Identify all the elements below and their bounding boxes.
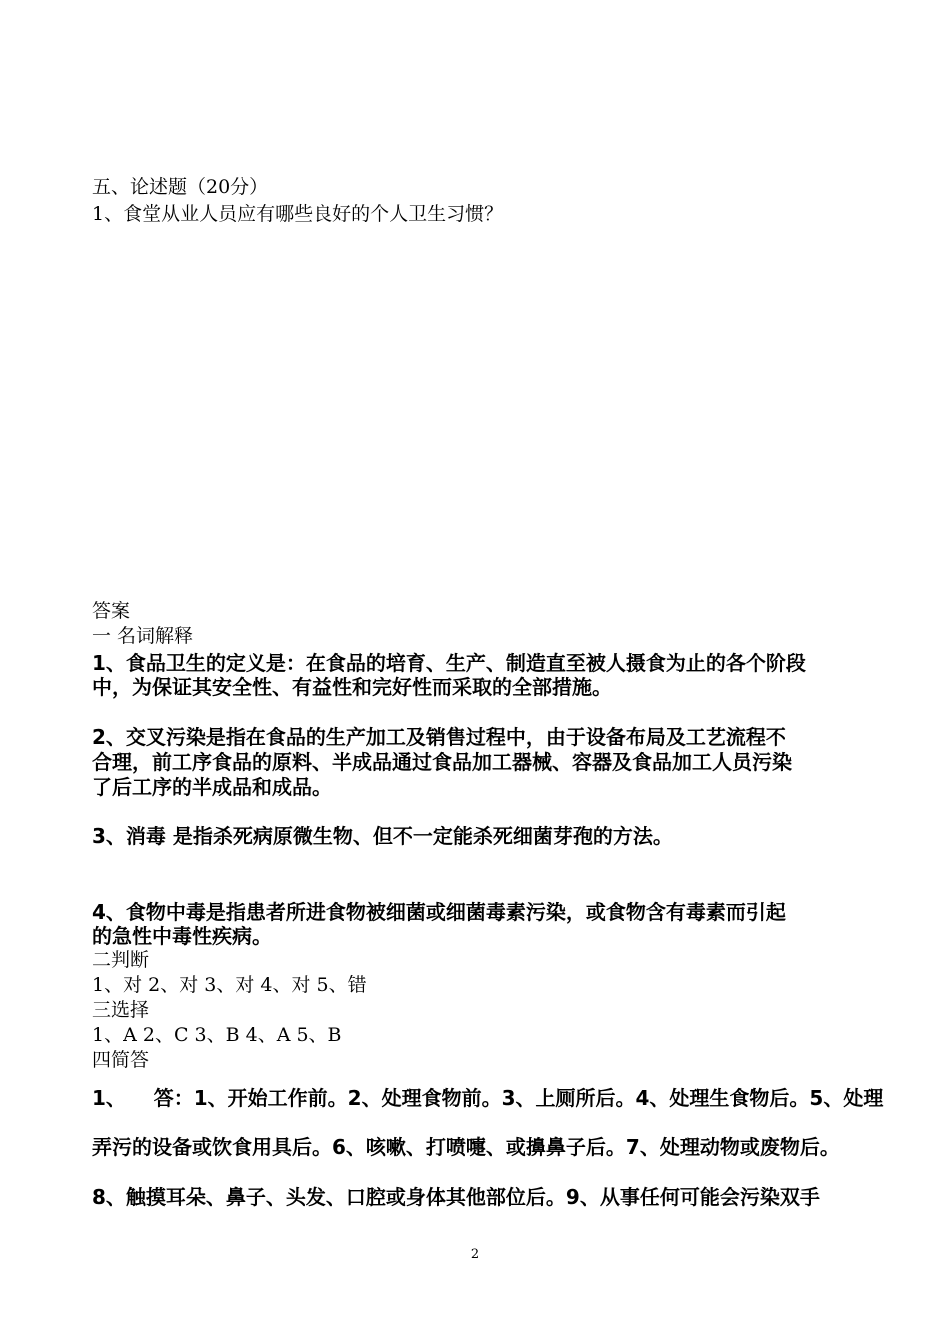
definition-4-line-1: 4、食物中毒是指患者所进食物被细菌或细菌毒素污染，或食物含有毒素而引起 [92, 900, 786, 924]
part2-heading: 二判断 [92, 949, 150, 971]
short-answer-line-2: 弄污的设备或饮食用具后。6、咳嗽、打喷嚏、或擤鼻子后。7、处理动物或废物后。 [92, 1135, 840, 1159]
answers-title: 答案 [92, 600, 131, 622]
part2-answers: 1、对 2、对 3、对 4、对 5、错 [92, 974, 367, 996]
section5-heading: 五、论述题（20分） [92, 176, 269, 198]
definition-2-line-2: 合理，前工序食品的原料、半成品通过食品加工器械、容器及食品加工人员污染 [92, 750, 792, 774]
definition-2-line-1: 2、交叉污染是指在食品的生产加工及销售过程中，由于设备布局及工艺流程不 [92, 725, 786, 749]
definition-4-line-2: 的急性中毒性疾病。 [92, 924, 272, 948]
definition-1-line-2: 中，为保证其安全性、有益性和完好性而采取的全部措施。 [92, 675, 612, 699]
essay-question-1: 1、食堂从业人员应有哪些良好的个人卫生习惯？ [92, 203, 504, 225]
part3-answers: 1、A 2、C 3、B 4、A 5、B [92, 1024, 342, 1046]
page-number: 2 [470, 1247, 480, 1262]
part3-heading: 三选择 [92, 999, 150, 1021]
short-answer-line-1: 1、 答：1、开始工作前。2、处理食物前。3、上厕所后。4、处理生食物后。5、处理 [92, 1086, 884, 1110]
definition-1-line-1: 1、食品卫生的定义是：在食品的培育、生产、制造直至被人摄食为止的各个阶段 [92, 651, 806, 675]
part1-heading: 一 名词解释 [92, 625, 194, 647]
definition-2-line-3: 了后工序的半成品和成品。 [92, 775, 332, 799]
definition-3: 3、消毒 是指杀死病原微生物、但不一定能杀死细菌芽孢的方法。 [92, 824, 673, 848]
part4-heading: 四简答 [92, 1049, 150, 1071]
short-answer-line-3: 8、触摸耳朵、鼻子、头发、口腔或身体其他部位后。9、从事任何可能会污染双手 [92, 1185, 820, 1209]
